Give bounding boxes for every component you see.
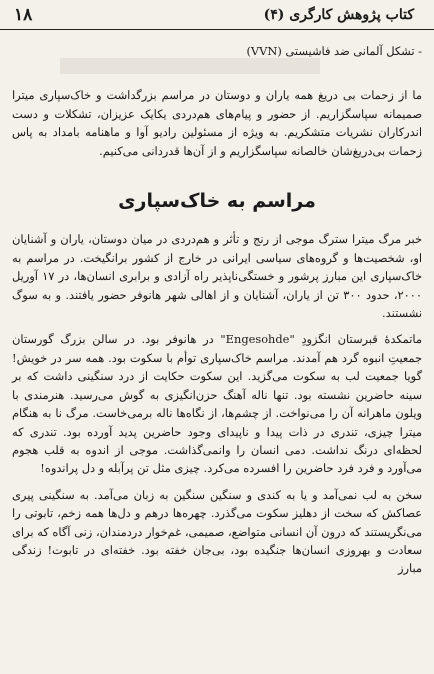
- paragraph-news: خبر مرگ میترا سترگ موجی از رنج و تأثر و هم‌دردی در میان دوستان، یاران و آشنایان او، شخصیت‌ها و گروه‌های سیاسی ایرانی در خارج از کشور برانگیخت. در مراسم به خاک‌سپاری این مبارز پرشور و خستگی‌ناپذیر راه آزادی و برابری انسان‌ها، در ۱۷ آوریل ۲۰۰۰، حدود ۳۰۰ تن از یاران، آشنایان و از اهالی شهر هانوفر حضور یافتند. و به سوگ نشستند.: [12, 232, 423, 321]
- book-title: کتاب پژوهش کارگری (۴): [263, 6, 414, 23]
- page-body: [12, 34, 422, 670]
- signature-line: - تشکل آلمانی ضد فاشیستی (VVN): [246, 44, 422, 58]
- paragraph-thanks: ما از زحمات بی دریغ همه یاران و دوستان در مراسم بزرگداشت و خاک‌سپاری میترا صمیمانه سپاسگزاریم. از حضور و پیام‌های هم‌دردی یکایک عزیزان، تشکلات و دست اندرکاران نشریات متشکریم. به ویژه از مسئولین رادیو آوا و ماهنامه بامداد به پاس زحمات بی‌دریغ‌شان خالصانه سپاسگزاریم و از آن‌ها قدردانی می‌کنیم.: [12, 88, 422, 158]
- paragraph-ceremony: ماتمکدهٔ قبرستان انگزودِ "Engesohde" در هانوفر بود. در سالن بزرگ گورستان جمعیتِ انبوه گرد هم آمدند. مراسم خاک‌سپاری توأم با سکوت بود. همه سر در خویش!گویا جمعیت لب به سکوت می‌گزید. این سکوت حکایت از درد سنگینی داشت که بر سینه حاضرین نشسته بود. تنها ناله آهنگ حزن‌انگیزی به گوش می‌رسید. هنرمندی با ویلون ماهرانه آن را می‌نواخت. از چشم‌ها، از نگاه‌ها ناله برمی‌خاست. مرگ نا به هنگام میترا چیزی، تندری در ذات پیدا و ناپیدای وجود حاضرین پدید آورده بود. تندری که لحظه‌ای درنگ نداشت. دمی انسان را وانمی‌گذاشت. موجی از اندوه به قلب هجوم می‌آورد و فرد فرد حاضرین را افسرده می‌کرد. چیزی مثل تن پرآبله و دل پراندوه!: [12, 332, 422, 476]
- page-number: ۱۸: [14, 4, 33, 25]
- section-title: مراسم به خاک‌سپاری: [118, 190, 316, 213]
- page-header: [0, 0, 434, 30]
- paragraph-silence: سخن به لب نمی‌آمد و یا به کندی و سنگین سنگین به زبان می‌آمد. به سنگینی پیری عصاکش که سخت از دهلیز سکوت می‌گذرد. چهره‌ها درهم و دل‌ها همه زخم، تابوتی را می‌نگریستند که درون آن انسانی متواضع، صمیمی، غم‌خوار دردمندان، زنی آگاه که برای سعادت و بهروزی انسان‌ها جنگیده بود، بی‌جان خفته بود. خفته‌ای در تابوت! زندگی مبارز: [12, 487, 422, 576]
